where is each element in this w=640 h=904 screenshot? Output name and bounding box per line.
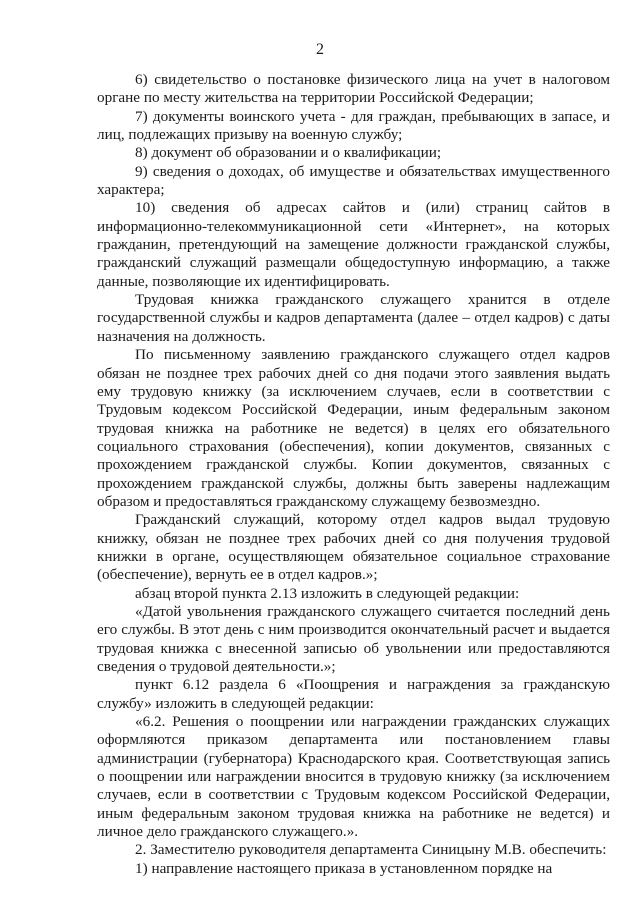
list-item-10: 10) сведения об адресах сайтов и (или) страниц сайтов в информационно-телекоммуникационной сети «Интернет», на которых гражданин, претендующий на замещение должности гражданской службы, гражданский служащий размещали общедоступную информацию, а также данные, позволяющие их идентифицировать. <box>97 199 610 290</box>
document-body <box>97 71 610 878</box>
paragraph-clause-2-13: абзац второй пункта 2.13 изложить в следующей редакции: <box>135 584 520 602</box>
list-item-9: 9) сведения о доходах, об имуществе и обязательствах имущественного характера; <box>97 162 610 199</box>
paragraph-order-dispatch: 1) направление настоящего приказа в установленном порядке на <box>135 859 553 877</box>
paragraph-awards: «6.2. Решения о поощрении или награждении гражданских служащих оформляются приказом департамента или постановлением главы администрации (губернатора) Краснодарского края. Соответствующая запись о поощрении или награждении вносится в трудовую книжку (за исключением случаев, если в соответствии с Трудовым кодексом Российской Федерации, иным федеральным законом трудовая книжка на работнике не ведется) и личное дело гражданского служащего.». <box>97 713 610 841</box>
paragraph-deputy-head: 2. Заместителю руководителя департамента Синицыну М.В. обеспечить: <box>135 841 607 859</box>
paragraph-workbook-storage: Трудовая книжка гражданского служащего хранится в отделе государственной службы и кадров департамента (далее – отдел кадров) с даты назначения на должность. <box>97 291 610 345</box>
paragraph-return-workbook: Гражданский служащий, которому отдел кадров выдал трудовую книжку, обязан не позднее трех рабочих дней со дня получения трудовой книжки в органе, осуществляющем обязательное социальное страхование (обеспечение), вернуть ее в отдел кадров.»; <box>97 511 610 584</box>
list-item-8: 8) документ об образовании и о квалификации; <box>135 144 442 162</box>
paragraph-dismissal-date: «Датой увольнения гражданского служащего считается последний день его службы. В этот день с ним производится окончательный расчет и выдается трудовая книжка с внесенной записью об увольнении или предоставляются сведения о трудовой деятельности.»; <box>97 602 610 675</box>
list-item-6: 6) свидетельство о постановке физического лица на учет в налоговом органе по месту жительства на территории Российской Федерации; <box>97 71 610 107</box>
paragraph-written-request: По письменному заявлению гражданского служащего отдел кадров обязан не позднее трех рабочих дней со дня подачи этого заявления выдать ему трудовую книжку (за исключением случаев, если в соответствии с Трудовым кодексом Российской Федерации, иным федеральным законом трудовая книжка на работнике не ведется) в целях его обязательного социального страхования (обеспечения), копии документов, связанных с прохождением гражданской службы. Копии документов, связанных с прохождением гражданской службы, должны быть заверены надлежащим образом и предоставляться гражданскому служащему безвозмездно. <box>97 346 610 510</box>
list-item-7: 7) документы воинского учета - для граждан, пребывающих в запасе, и лиц, подлежащих призыву на военную службу; <box>97 107 610 144</box>
page-number: 2 <box>316 41 324 58</box>
paragraph-clause-6-12: пункт 6.12 раздела 6 «Поощрения и награждения за гражданскую службу» изложить в следующей редакции: <box>97 676 610 712</box>
